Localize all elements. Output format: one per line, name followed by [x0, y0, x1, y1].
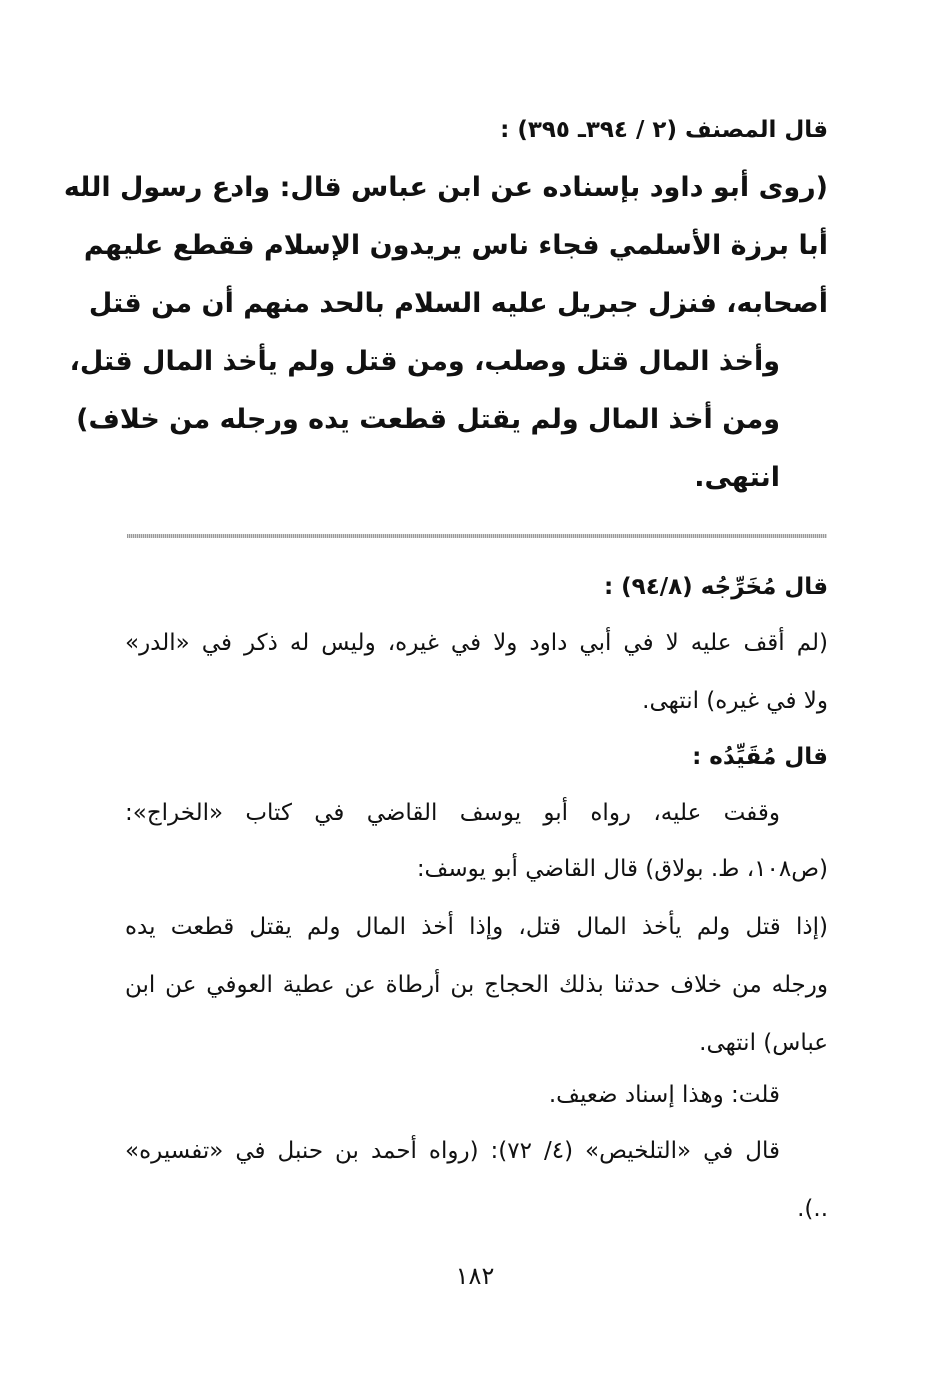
body-line: وقفت عليه، رواه أبو يوسف القاضي في كتاب «الخراج»: — [125, 800, 780, 826]
body-line: (إذا قتل ولم يأخذ المال قتل، وإذا أخذ المال ولم يقتل قطعت يده — [125, 914, 828, 940]
muqayyid-heading: قال مُقَيِّدُه : — [692, 744, 828, 770]
author-quote-heading: قال المصنف (٢ / ٣٩٤ـ ٣٩٥) : — [500, 117, 828, 143]
body-line: قلت: وهذا إسناد ضعيف. — [548, 1082, 780, 1108]
page-number: ١٨٢ — [455, 1262, 495, 1290]
section-divider — [127, 534, 827, 538]
quote-line: انتهى. — [694, 462, 780, 493]
body-line: ولا في غيره) انتهى. — [642, 688, 828, 714]
body-line: (ص١٠٨، ط. بولاق) قال القاضي أبو يوسف: — [416, 856, 828, 882]
quote-line: أصحابه، فنزل جبريل عليه السلام بالحد منهم أن من قتل — [88, 288, 828, 319]
takhrij-heading: قال مُخَرِّجُه (٩٤/٨) : — [603, 574, 828, 600]
body-line: (لم أقف عليه لا في أبي داود ولا في غيره، وليس له ذكر في «الدر» — [125, 630, 828, 656]
quote-line: وأخذ المال قتل وصلب، ومن قتل ولم يأخذ المال قتل، — [69, 346, 780, 377]
body-line: ورجله من خلاف حدثنا بذلك الحجاج بن أرطاة عن عطية العوفي عن ابن — [125, 972, 828, 998]
body-line: ..). — [797, 1196, 828, 1222]
quote-line: ومن أخذ المال ولم يقتل قطعت يده ورجله من خلاف) — [76, 404, 780, 435]
body-line: عباس) انتهى. — [699, 1030, 828, 1056]
quote-line: (روى أبو داود بإسناده عن ابن عباس قال: وادع رسول الله — [63, 172, 828, 203]
body-line: قال في «التلخيص» (٤/ ٧٢): (رواه أحمد بن حنبل في «تفسيره» — [125, 1138, 780, 1164]
quote-line: أبا برزة الأسلمي فجاء ناس يريدون الإسلام فقطع عليهم — [83, 230, 828, 261]
